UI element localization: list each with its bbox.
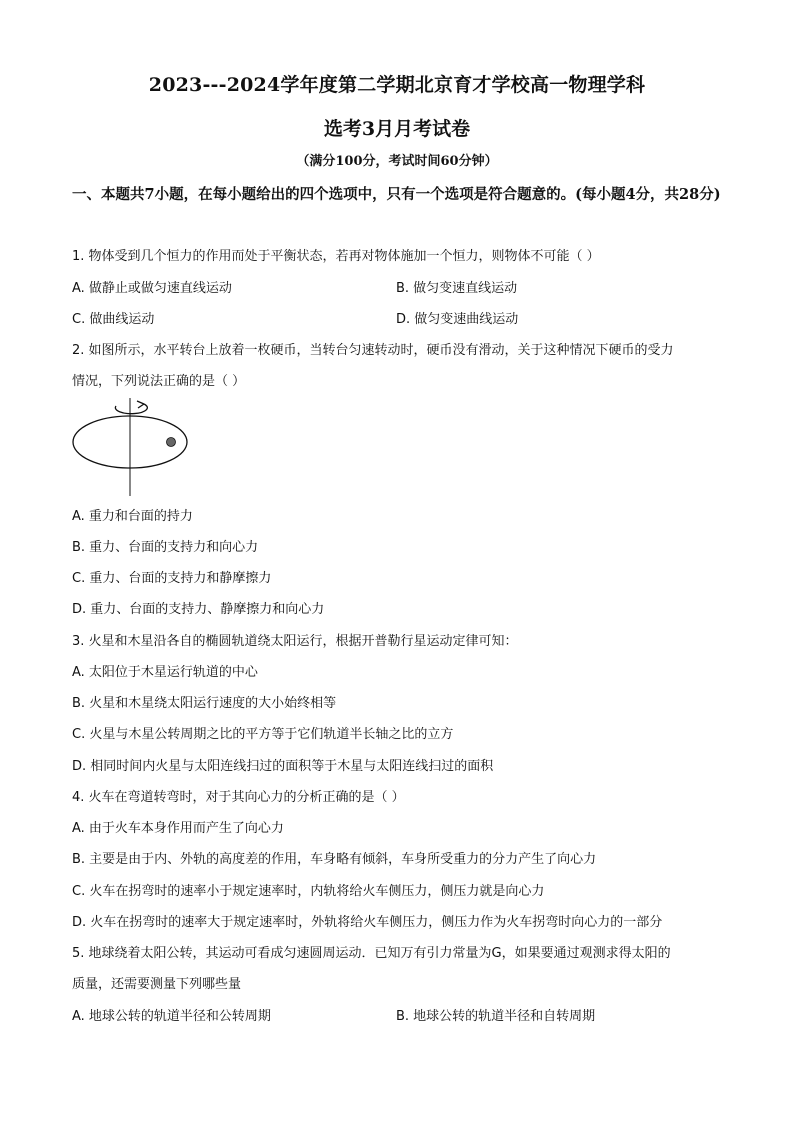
q5-option-a: A. 地球公转的轨道半径和公转周期 [72, 1009, 271, 1024]
q2-option-b: B. 重力、台面的支持力和向心力 [72, 540, 259, 555]
q5-option-b: B. 地球公转的轨道半径和自转周期 [396, 1009, 596, 1024]
q2-stem-line-1: 2. 如图所示，水平转台上放着一枚硬币，当转台匀速转动时，硬币没有滑动，关于这种情况下硬币的受力 [72, 343, 674, 358]
q2-option-c: C. 重力、台面的支持力和静摩擦力 [72, 571, 272, 586]
q4-option-a: A. 由于火车本身作用而产生了向心力 [72, 821, 284, 836]
title-line-1: 2023---2024学年度第二学期北京育才学校高一物理学科 [148, 74, 646, 96]
q2-stem-line-2: 情况，下列说法正确的是（ ） [72, 374, 246, 389]
q4-option-c: C. 火车在拐弯时的速率小于规定速率时，内轨将给火车侧压力，侧压力就是向心力 [72, 884, 545, 899]
title-line-2: 选考3月月考试卷 [323, 118, 471, 140]
coin [167, 438, 176, 447]
q2-option-d: D. 重力、台面的支持力、静摩擦力和向心力 [72, 602, 325, 617]
q1-option-c: C. 做曲线运动 [72, 312, 155, 327]
q3-option-b: B. 火星和木星绕太阳运行速度的大小始终相等 [72, 696, 337, 711]
q5-stem-line-2: 质量，还需要测量下列哪些量 [72, 977, 242, 992]
q4-stem: 4. 火车在弯道转弯时，对于其向心力的分析正确的是（ ） [72, 790, 405, 805]
q1-stem: 1. 物体受到几个恒力的作用而处于平衡状态，若再对物体施加一个恒力，则物体不可能（ ） [72, 249, 600, 264]
q4-option-d: D. 火车在拐弯时的速率大于规定速率时，外轨将给火车侧压力，侧压力作为火车拐弯时向心力的一部分 [72, 915, 663, 930]
exam-note: （满分100分，考试时间60分钟） [296, 154, 498, 169]
q3-option-c: C. 火星与木星公转周期之比的平方等于它们轨道半长轴之比的立方 [72, 727, 454, 742]
turntable-figure [70, 398, 200, 498]
q1-option-b: B. 做匀变速直线运动 [396, 281, 518, 296]
q1-option-a: A. 做静止或做匀速直线运动 [72, 281, 232, 296]
q3-option-d: D. 相同时间内火星与太阳连线扫过的面积等于木星与太阳连线扫过的面积 [72, 759, 494, 774]
q1-option-d: D. 做匀变速曲线运动 [396, 312, 519, 327]
q3-option-a: A. 太阳位于木星运行轨道的中心 [72, 665, 258, 680]
q2-option-a: A. 重力和台面的持力 [72, 509, 193, 524]
q5-stem-line-1: 5. 地球绕着太阳公转，其运动可看成匀速圆周运动．已知万有引力常量为G，如果要通过观测求得太阳的 [72, 946, 671, 961]
arrow-head [137, 401, 144, 408]
q4-option-b: B. 主要是由于内、外轨的高度差的作用，车身略有倾斜，车身所受重力的分力产生了向心力 [72, 852, 597, 867]
q3-stem: 3. 火星和木星沿各自的椭圆轨道绕太阳运行，根据开普勒行星运动定律可知： [72, 634, 518, 649]
section-heading: 一、本题共7小题，在每小题给出的四个选项中，只有一个选项是符合题意的。(每小题4分，共28分) [72, 186, 721, 203]
